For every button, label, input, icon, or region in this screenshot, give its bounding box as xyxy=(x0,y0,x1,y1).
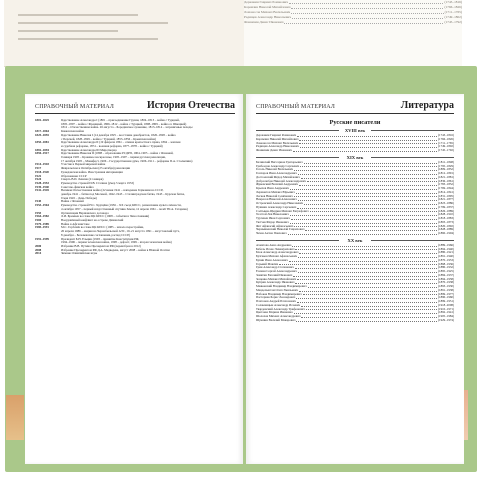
writer-name: Блок Александр Александрович xyxy=(256,250,299,255)
writer-years: (1826–1889) xyxy=(438,208,454,213)
dot-leader xyxy=(310,210,438,213)
dot-leader xyxy=(297,278,437,281)
timeline-years: 1985–1991 xyxy=(35,225,49,230)
dot-leader xyxy=(301,304,437,307)
writer-name: Островский Александр Николаевич xyxy=(256,201,304,205)
timeline-event: декабрь 1941 – битва под Москвой, 1942–1943 – Сталинградская битва, 1943 – Курская битва, xyxy=(61,192,185,197)
writer-row xyxy=(256,319,454,323)
timeline-years: 1918–1920 xyxy=(35,169,49,174)
writer-name: Карамзин Николай Михайлович xyxy=(256,136,299,141)
writer-row xyxy=(256,149,454,153)
dot-leader xyxy=(304,161,438,164)
writer-years: (1899–1977) xyxy=(438,291,454,296)
dot-leader xyxy=(304,202,437,205)
writer-name: Ахматова Анна Андреевна xyxy=(256,242,292,247)
writer-years: (1868–1936) xyxy=(438,261,454,266)
timeline-event: Великая Отечественная война (22 июня 1941 – нападение Германии на СССР, xyxy=(61,188,164,193)
writer-years: (1860–1904) xyxy=(438,231,454,235)
writer-years: (1889–1966) xyxy=(438,242,454,247)
timeline-years: 1939–1940 xyxy=(35,184,49,189)
page-title: История Отечества xyxy=(146,100,235,111)
timeline-years: 1945 xyxy=(35,199,42,204)
dot-leader xyxy=(300,145,437,148)
timeline-years: 1825–1855 xyxy=(35,132,49,137)
writer-name: Ломоносов Михаил Васильевич xyxy=(256,140,299,145)
writer-years: (1711–1765) xyxy=(438,140,454,145)
dot-leader xyxy=(291,10,443,14)
timeline-years: 1991–1999 xyxy=(35,236,49,241)
writer-years: (1880–1932) xyxy=(438,265,454,270)
writer-years: (1910–1971) xyxy=(438,306,454,311)
timeline-event: 1805–1807 – война с Францией, 1806–1812 – война с Турцией, 1808–1809 – война со Швецией) xyxy=(61,121,187,126)
right-page-header xyxy=(256,100,454,114)
dot-leader xyxy=(291,217,437,220)
writer-years: (1814–1841) xyxy=(438,189,454,194)
timeline-event: Избрание В.В. Путина Президентом РФ (переизбран в 2012) xyxy=(61,243,141,248)
writer-years: (1831–1895) xyxy=(438,193,454,198)
text-line xyxy=(18,30,118,32)
dot-leader xyxy=(294,311,437,314)
timeline-years: 2000 xyxy=(35,243,42,248)
writer-name: Замятин Евгений Иванович xyxy=(256,272,293,277)
timeline-years: 1855–1881 xyxy=(35,140,49,145)
timeline-event: Царствование Александра I (1801 – присоединение Грузии, 1804–1813 – война с Турцией, xyxy=(61,118,180,122)
century-heading: XVIII век xyxy=(256,128,454,133)
writer-name: Радищев Александр Николаевич xyxy=(256,144,299,149)
writer-years: (1870–1938) xyxy=(438,280,454,285)
dot-leader xyxy=(292,244,437,247)
writer-years: (1891–1938) xyxy=(438,287,454,292)
writer-years: (1795–1829) xyxy=(438,163,454,168)
writer-years: (1812–1891) xyxy=(438,171,454,175)
dot-leader xyxy=(307,180,437,183)
writer-name: Крылов Иван Андреевич xyxy=(256,186,289,190)
timeline-event: Образование СССР xyxy=(61,173,87,178)
writer-name: Шукшин Василий Макарович xyxy=(256,317,296,322)
timeline-event: Руководство страной Н.С. Хрущёва (1956 – XX съезд КПСС, развенчание культа личности, xyxy=(61,203,182,208)
timeline-event: М.С. Горбачёв во главе ЦК КПСС (1985 – начало перестройки, xyxy=(61,225,144,230)
writers-by-century xyxy=(256,128,454,323)
writer-years: (1929–1974) xyxy=(438,317,454,322)
writer-years: (1890–1960) xyxy=(438,295,454,300)
writer-name: Солженицын Александр Исаевич xyxy=(256,302,301,307)
writer-years: (1828–1889) xyxy=(438,227,454,232)
timeline-years: 1801–1825 xyxy=(35,118,49,122)
reference-label: СПРАВОЧНЫЙ МАТЕРИАЛ xyxy=(256,104,336,110)
dot-leader xyxy=(289,259,437,262)
timeline-event: 4 октября 1957 – первый искусственный спутник Земли, 12 апреля 1961 – полёт Ю.А. Гагарина) xyxy=(61,206,188,211)
writer-years: (1918–2008) xyxy=(438,302,454,307)
writer-years: (1749–1802) xyxy=(444,15,462,19)
writer-years: (1711–1765) xyxy=(444,10,462,14)
writer-name: Куприн Александр Иванович xyxy=(256,280,295,285)
dot-leader xyxy=(299,289,437,292)
timeline-event: Царствование Николая II (1898 – образование РСДРП, 1904–1905 – война с Японией, xyxy=(61,151,174,156)
dot-leader xyxy=(299,183,437,186)
writer-years: (1745–1792) xyxy=(444,20,462,24)
writer-years: (1769–1844) xyxy=(438,186,454,190)
dot-leader xyxy=(298,198,437,201)
century-heading: XIX век xyxy=(256,155,454,160)
timeline-event: Царствование Николая I (14 декабря 1825 – восстание декабристов, 1826–1828 – война xyxy=(61,132,176,137)
dot-leader xyxy=(297,134,437,137)
timeline-years: 1924 xyxy=(35,177,42,182)
writer-name: Добролюбов Николай Александрович xyxy=(256,178,306,183)
writer-name: Маяковский Владимир Владимирович xyxy=(256,284,307,288)
writer-name: Мандельштам Осип Эмильевич xyxy=(256,287,298,292)
timeline-event: 1994–1996 – первая чеченская война, 1998 – дефолт, 1999 – вторая чеченская война) xyxy=(61,240,172,245)
timeline-event: Гражданская война. Иностранная интервенция xyxy=(61,169,123,174)
writer-name: Некрасов Николай Алексеевич xyxy=(256,197,297,202)
timeline-years: 1964–1982 xyxy=(35,214,49,219)
writer-name: Гоголь Николай Васильевич xyxy=(256,167,294,172)
writer-name: Фонвизин Денис Иванович xyxy=(256,148,292,152)
dot-leader xyxy=(298,172,437,175)
timeline-event: 9 мая 1945 – День Победы) xyxy=(61,195,97,200)
dot-leader xyxy=(296,191,437,194)
writer-name: Тютчев Фёдор Иванович xyxy=(256,219,289,224)
timeline-years: 1922 xyxy=(35,173,42,178)
timeline-event: Участие в Первой мировой войне xyxy=(61,162,106,167)
writer-years: (1880–1921) xyxy=(438,250,454,255)
writer-years: (1766–1826) xyxy=(438,136,454,141)
writer-years: (1820–1892) xyxy=(438,223,454,228)
writer-years: (1870–1953) xyxy=(438,257,454,262)
writer-years: (1891–1940) xyxy=(438,254,454,258)
writer-name: Платонов Андрей Платонович xyxy=(256,299,296,303)
dot-leader xyxy=(299,142,437,145)
timeline-event: 8 декабря – Беловежские соглашения, распад СССР) xyxy=(61,232,131,237)
dot-leader xyxy=(284,20,443,24)
writer-years: (1743–1816) xyxy=(444,0,462,4)
writer-years: (1821–1881) xyxy=(438,174,454,179)
dot-leader xyxy=(295,248,437,251)
writer-years: (1799–1837) xyxy=(438,204,454,209)
timeline-event: Руководство страной И.В. Сталина (умер 5 марта 1953) xyxy=(61,180,134,185)
writer-years: (1899–1951) xyxy=(438,299,454,303)
timeline-event: Зимние Олимпийские игры xyxy=(61,251,98,256)
timeline-event: 17 октября 1905 – Манифест, 1906 – Государственная дума, 1906–1911 – реформы П.А. Столыпина) xyxy=(61,158,193,163)
dot-leader xyxy=(295,281,437,284)
dot-leader xyxy=(293,274,437,277)
timeline-years: 2014 xyxy=(35,251,42,256)
dot-leader xyxy=(300,165,437,168)
writer-name: Толстой Лев Николаевич xyxy=(256,212,289,217)
writer-years: (1811–1848) xyxy=(438,159,454,164)
writer-name: Пастернак Борис Леонидович xyxy=(256,295,296,300)
left-page-header xyxy=(35,100,235,114)
dot-leader xyxy=(294,195,437,198)
dot-leader xyxy=(279,263,437,266)
dot-leader xyxy=(303,293,437,296)
writer-name: Державин Гавриил Романович xyxy=(256,133,297,137)
dot-leader xyxy=(297,206,437,209)
writer-years: (1894–1940) xyxy=(438,246,454,251)
page-title: Литература xyxy=(400,100,454,111)
writer-years: (1766–1826) xyxy=(444,5,462,9)
timeline-years: 1928–1953 xyxy=(35,180,49,185)
dot-leader xyxy=(298,255,437,258)
writer-name: Салтыков-Щедрин Михаил Евграфович xyxy=(256,208,309,213)
timeline-event: и судебная реформы, 1874 – военная реформа, 1877–1878 – война с Турцией) xyxy=(61,143,163,148)
cover-illustration-left xyxy=(6,395,24,440)
writer-years: (1803–1873) xyxy=(438,219,454,224)
writer-name: Бабель Исаак Эммануилович xyxy=(256,246,295,251)
timeline-years: 1817–1864 xyxy=(35,129,49,134)
timeline-years: 1941–1945 xyxy=(35,188,49,193)
timeline-event: Война в Афганистане xyxy=(61,221,90,226)
back-sheet-writers-list xyxy=(244,0,462,70)
dot-leader xyxy=(299,138,437,141)
writer-years: (1836–1861) xyxy=(438,178,454,183)
writer-years: (1818–1883) xyxy=(438,216,454,220)
century-heading: XX век xyxy=(256,238,454,243)
dot-leader xyxy=(291,5,443,9)
history-timeline xyxy=(35,119,235,256)
timeline-event: Вооружённый конфликт на острове Даманский xyxy=(61,217,124,222)
timeline-event: Советско-финская война xyxy=(61,184,94,189)
dot-leader xyxy=(305,228,437,231)
dot-leader xyxy=(290,187,437,190)
writer-years: (1893–1930) xyxy=(438,284,454,288)
writer-years: (1745–1792) xyxy=(438,148,454,152)
writer-years: (1743–1816) xyxy=(438,133,454,137)
timeline-years: 1955 xyxy=(35,210,42,215)
dot-leader xyxy=(290,213,437,216)
timeline-event: Организация Варшавского договора xyxy=(61,210,109,215)
writer-name: Державин Гавриил Романович xyxy=(244,0,289,4)
timeline-years: 1914–1918 xyxy=(35,162,49,167)
timeline-years: 2008 xyxy=(35,247,42,252)
text-line xyxy=(18,14,138,16)
dot-leader xyxy=(299,251,437,254)
dot-leader xyxy=(308,285,437,288)
dot-leader xyxy=(306,308,437,311)
timeline-event: Избрание Президентом РФ Д.А. Медведева, август 2008 – война в Южной Осетии xyxy=(61,247,170,252)
writer-name: Булгаков Михаил Афанасьевич xyxy=(256,254,298,258)
writer-name: Грин Александр Степанович xyxy=(256,265,294,270)
dot-leader xyxy=(295,266,437,269)
timeline-event: 1812 – Отечественная война. 26 августа – Бородинское сражение, 1813–1814 – заграничные походы xyxy=(61,125,193,130)
writer-years: (1823–1886) xyxy=(438,201,454,205)
writer-years: (1884–1937) xyxy=(438,272,454,277)
timeline-row xyxy=(35,252,235,256)
timeline-event: с Персией, 1828–1829 – война с Турцией, 1853–1856 – Крымская война) xyxy=(61,136,156,141)
timeline-years: 1894–1917 xyxy=(35,151,49,156)
timeline-years: 1969 xyxy=(35,217,42,222)
dot-leader xyxy=(294,168,437,171)
dot-leader xyxy=(292,15,443,19)
writer-name: Чехов Антон Павлович xyxy=(256,231,287,235)
writer-name: Есенин Сергей Александрович xyxy=(256,269,297,273)
timeline-years: 1953–1964 xyxy=(35,203,49,208)
timeline-event: Президент Б.Н. Ельцин (1993 – принятие Конституции РФ, xyxy=(61,236,140,241)
dot-leader xyxy=(301,176,437,179)
writer-name: Твардовский Александр Трифонович xyxy=(256,306,305,311)
timeline-event: Кавказская война xyxy=(61,129,84,134)
writer-name: Жуковский Василий Андреевич xyxy=(256,182,298,187)
writer-name: Грибоедов Александр Сергеевич xyxy=(256,163,300,168)
writer-years: (1895–1925) xyxy=(438,269,454,273)
writer-name: Тургенев Иван Сергеевич xyxy=(256,216,290,220)
dot-leader xyxy=(290,221,437,224)
text-line xyxy=(18,38,158,40)
section-title: Русские писатели xyxy=(329,119,381,126)
reference-label: СПРАВОЧНЫЙ МАТЕРИАЛ xyxy=(35,104,115,110)
timeline-event: Царствование Александра II (19 февраля 1861 – отмена крепостного права, 1864 – земская xyxy=(61,140,181,145)
timeline-event: Царствование Александра III Миротворца xyxy=(61,147,117,152)
dot-leader xyxy=(297,300,437,303)
writer-years: (1821–1877) xyxy=(438,197,454,202)
writer-name: Цветаева Марина Ивановна xyxy=(256,310,293,315)
writer-name: Фет Афанасий Афанасьевич xyxy=(256,223,294,228)
dot-leader xyxy=(294,225,437,228)
writer-name: Набоков Владимир Владимирович xyxy=(256,291,302,296)
dot-leader xyxy=(289,0,443,4)
writer-years: (1828–1910) xyxy=(438,212,454,217)
right-page-literature xyxy=(246,94,464,464)
dot-leader xyxy=(296,296,437,299)
timeline-years: 1979–1989 xyxy=(35,221,49,226)
writer-name: Фонвизин Денис Иванович xyxy=(244,20,284,24)
writer-years: (1783–1852) xyxy=(438,182,454,187)
writer-name: Шолохов Михаил Александрович xyxy=(256,314,301,318)
writer-name: Горький Максим xyxy=(256,261,279,266)
timeline-event: Смерть В.И. Ленина (21 января) xyxy=(61,177,104,182)
text-line xyxy=(18,22,168,24)
back-list-row xyxy=(244,20,462,25)
timeline-event: 26 апреля 1986 – авария на Чернобыльской АЭС, 19–21 августа 1991 – августовский путч, xyxy=(61,229,180,234)
writer-name: Чернышевский Николай Гаврилович xyxy=(256,227,305,232)
writer-name: Радищев Александр Николаевич xyxy=(244,15,292,19)
writer-years: (1894–1958) xyxy=(438,276,454,281)
writer-name: Ломоносов Михаил Васильевич xyxy=(244,10,291,14)
dot-leader xyxy=(296,319,437,322)
writer-row xyxy=(256,232,454,236)
timeline-event: Л.И. Брежнев во главе ЦК КПСС (1968 – события в Чехословакии) xyxy=(61,214,150,219)
writer-name: Лесков Николай Семёнович xyxy=(256,193,293,198)
timeline-event: Война с Японией xyxy=(61,199,84,204)
dot-leader xyxy=(288,232,437,235)
timeline-years: 1917 xyxy=(35,166,42,171)
left-page-history xyxy=(25,94,243,464)
writer-years: (1749–1802) xyxy=(438,144,454,149)
writer-name: Пушкин Александр Сергеевич xyxy=(256,204,297,209)
writer-name: Достоевский Фёдор Михайлович xyxy=(256,174,300,179)
writer-name: Белинский Виссарион Григорьевич xyxy=(256,159,303,164)
writer-name: Лермонтов Михаил Юрьевич xyxy=(256,189,295,194)
dot-leader xyxy=(301,315,437,318)
timeline-event: Февральская и Октябрьская (25 октября) революции xyxy=(61,166,131,171)
writer-years: (1892–1941) xyxy=(438,310,454,315)
timeline-event: 9 января 1905 – Кровавое воскресенье, 1905–1907 – первая русская революция, xyxy=(61,155,166,160)
dot-leader xyxy=(298,270,437,273)
writer-name: Карамзин Николай Михайлович xyxy=(244,5,291,9)
writer-name: Зощенко Михаил Михайлович xyxy=(256,276,297,281)
writer-years: (1809–1852) xyxy=(438,167,454,172)
writer-name: Бунин Иван Алексеевич xyxy=(256,257,288,262)
dot-leader xyxy=(293,149,437,152)
writer-name: Гончаров Иван Александрович xyxy=(256,171,297,175)
timeline-years: 1881–1894 xyxy=(35,147,49,152)
writer-years: (1905–1984) xyxy=(438,314,454,318)
